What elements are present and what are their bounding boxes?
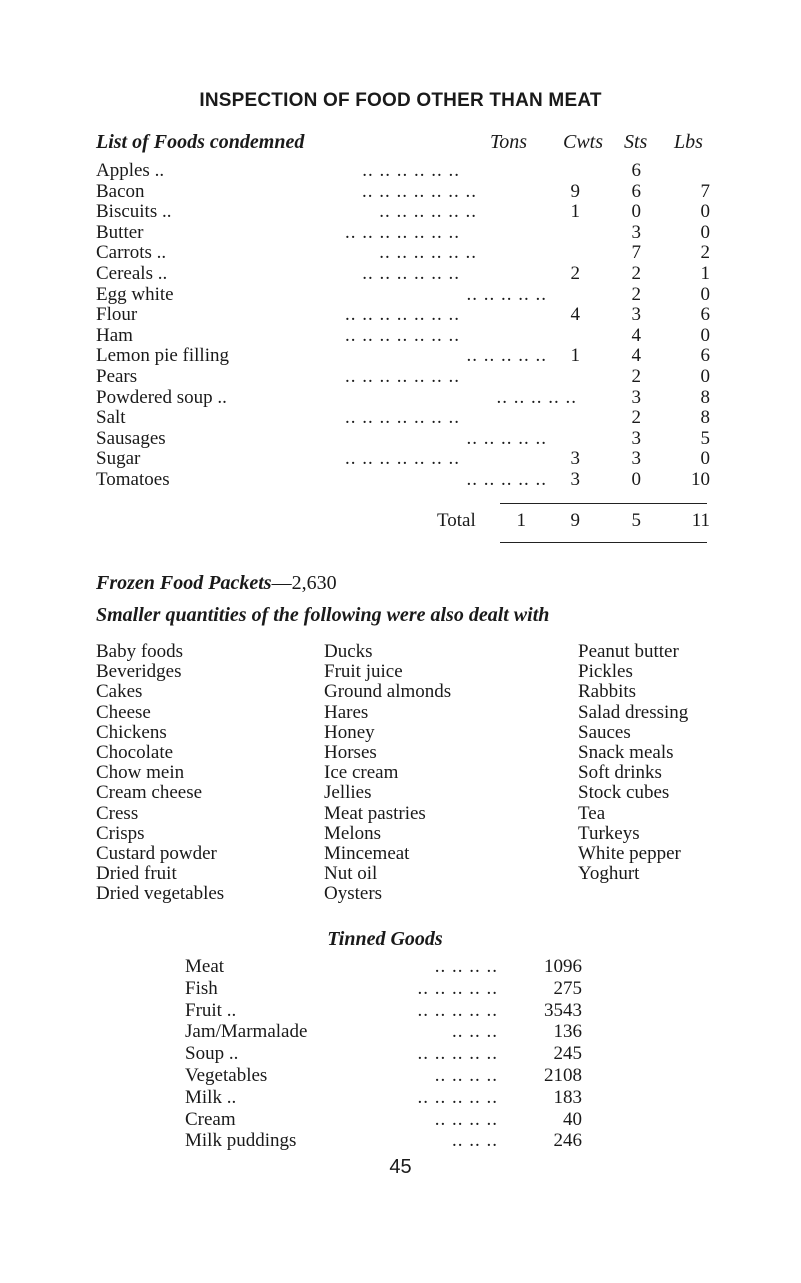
sts-value: 3 — [631, 448, 641, 470]
food-name: Sugar — [96, 448, 141, 470]
list-item: Peanut butter — [578, 641, 679, 662]
tinned-item-name: Jam/Marmalade — [185, 1021, 308, 1043]
cwts-value: 3 — [570, 448, 580, 470]
leader-dots: .. .. .. .. — [434, 1108, 498, 1130]
tinned-item-name: Fish — [185, 977, 218, 999]
list-item: Custard powder — [96, 843, 217, 864]
lbs-value: 6 — [700, 345, 710, 367]
leader-dots: .. .. .. .. .. .. — [362, 160, 460, 181]
page-number: 45 — [389, 1156, 412, 1178]
leader-dots: .. .. .. .. .. .. — [362, 263, 460, 284]
lbs-value: 0 — [700, 324, 710, 346]
cwts-value: 1 — [570, 201, 580, 223]
leader-dots: .. .. .. .. .. — [466, 345, 547, 367]
list-item: Oysters — [324, 883, 383, 905]
lbs-value: 7 — [700, 180, 710, 202]
lbs-value: 8 — [700, 407, 710, 429]
lbs-value: 0 — [700, 283, 710, 305]
sts-value: 3 — [631, 386, 641, 408]
list-item: Rabbits — [578, 681, 637, 703]
leader-dots: .. .. .. .. .. .. .. — [345, 304, 460, 326]
list-item: Fruit juice — [324, 661, 403, 683]
food-name: Biscuits .. — [96, 201, 172, 223]
column-header-tons: Tons — [490, 131, 528, 153]
list-item: Ducks — [324, 641, 373, 662]
food-name: Lemon pie filling — [96, 345, 229, 367]
smaller-heading: Smaller quantities of the following were also dealt with — [96, 604, 550, 626]
list-item: Sauces — [578, 721, 631, 743]
total-tons: 1 — [516, 510, 526, 531]
leader-dots: .. .. .. .. .. .. .. — [345, 324, 460, 346]
leader-dots: .. .. .. .. .. .. .. — [345, 407, 460, 429]
list-item: White pepper — [578, 843, 681, 864]
cwts-value: 2 — [570, 263, 580, 284]
lbs-value: 0 — [700, 366, 710, 387]
list-item: Soft drinks — [578, 762, 662, 784]
leader-dots: .. .. .. .. .. — [466, 427, 547, 449]
leader-dots: .. .. .. .. — [434, 956, 498, 977]
tinned-item-value: 40 — [563, 1108, 582, 1130]
cwts-value: 4 — [570, 304, 580, 326]
lbs-value: 6 — [700, 304, 710, 326]
food-name: Salt — [96, 407, 126, 429]
list-item: Mincemeat — [324, 843, 410, 864]
list-item: Chickens — [96, 721, 167, 743]
total-sts: 5 — [631, 510, 641, 531]
leader-dots: .. .. .. .. .. — [417, 1086, 498, 1108]
tinned-item-value: 183 — [553, 1086, 582, 1108]
food-name: Tomatoes — [96, 469, 170, 490]
cwts-value: 3 — [570, 469, 580, 490]
leader-dots: .. .. .. — [452, 1130, 498, 1152]
leader-dots: .. .. .. .. .. — [417, 1043, 498, 1065]
tinned-item-name: Cream — [185, 1108, 236, 1130]
column-header-cwts: Cwts — [563, 131, 604, 153]
leader-dots: .. .. .. .. .. .. .. — [345, 448, 460, 470]
lbs-value: 2 — [700, 242, 710, 264]
list-item: Chocolate — [96, 742, 174, 763]
tinned-item-value: 3543 — [544, 999, 582, 1021]
sts-value: 4 — [631, 345, 641, 367]
list-item: Dried vegetables — [96, 883, 225, 905]
food-name: Apples .. — [96, 160, 165, 181]
total-cwts: 9 — [570, 510, 580, 531]
lbs-value: 0 — [700, 448, 710, 470]
column-header-sts: Sts — [624, 131, 648, 153]
leader-dots: .. .. .. .. .. — [417, 999, 498, 1021]
sts-value: 2 — [631, 407, 641, 429]
list-item: Honey — [324, 721, 375, 743]
cwts-value: 1 — [570, 345, 580, 367]
list-item: Beveridges — [96, 661, 182, 683]
list-item: Horses — [324, 742, 377, 763]
food-name: Butter — [96, 221, 144, 243]
sts-value: 6 — [631, 180, 641, 202]
tinned-item-value: 1096 — [544, 956, 582, 977]
list-item: Cress — [96, 802, 139, 824]
leader-dots: .. .. .. — [452, 1021, 498, 1043]
sts-value: 2 — [631, 263, 641, 284]
leader-dots: .. .. .. .. .. — [417, 977, 498, 999]
list-item: Cream cheese — [96, 782, 203, 804]
leader-dots: .. .. .. .. — [434, 1065, 498, 1086]
sts-value: 7 — [631, 242, 641, 264]
list-item: Turkeys — [578, 822, 640, 844]
list-item: Ice cream — [324, 762, 399, 784]
sts-value: 3 — [631, 304, 641, 326]
sts-value: 0 — [631, 469, 641, 490]
food-name: Sausages — [96, 427, 166, 449]
list-item: Dried fruit — [96, 863, 177, 885]
list-item: Cakes — [96, 681, 143, 703]
total-top-rule — [500, 503, 707, 504]
leader-dots: .. .. .. .. .. — [466, 283, 547, 305]
tinned-item-value: 246 — [553, 1130, 582, 1152]
tinned-item-name: Meat — [185, 956, 225, 977]
sts-value: 3 — [631, 221, 641, 243]
sts-value: 2 — [631, 283, 641, 305]
list-item: Yoghurt — [578, 863, 640, 885]
page-title: INSPECTION OF FOOD OTHER THAN MEAT — [199, 90, 602, 111]
list-item: Snack meals — [578, 742, 674, 763]
frozen-line — [96, 572, 337, 595]
list-item: Melons — [324, 822, 381, 844]
tinned-item-value: 136 — [553, 1021, 582, 1043]
list-item: Crisps — [96, 822, 145, 844]
lbs-value: 0 — [700, 201, 710, 223]
list-item: Nut oil — [324, 863, 378, 885]
column-header-lbs: Lbs — [674, 131, 703, 153]
list-item: Chow mein — [96, 762, 185, 784]
food-name: Ham — [96, 324, 133, 346]
tinned-item-name: Soup .. — [185, 1043, 239, 1065]
list-item: Hares — [324, 701, 369, 723]
total-bottom-rule — [500, 542, 707, 543]
tinned-heading: Tinned Goods — [327, 928, 443, 950]
sts-value: 2 — [631, 366, 641, 387]
lbs-value: 0 — [700, 221, 710, 243]
sts-value: 0 — [631, 201, 641, 223]
list-item: Salad dressing — [578, 701, 689, 723]
lbs-value: 5 — [700, 427, 710, 449]
food-name: Pears — [96, 366, 138, 387]
food-name: Flour — [96, 304, 138, 326]
condemned-heading: List of Foods condemned — [96, 131, 305, 153]
leader-dots: .. .. .. .. .. — [466, 469, 547, 490]
lbs-value: 1 — [700, 263, 710, 284]
list-item: Meat pastries — [324, 802, 426, 824]
lbs-value: 10 — [691, 469, 710, 490]
sts-value: 4 — [631, 324, 641, 346]
food-name: Egg white — [96, 283, 174, 305]
food-name: Carrots .. — [96, 242, 167, 264]
tinned-item-name: Milk puddings — [185, 1130, 297, 1152]
tinned-item-name: Fruit .. — [185, 999, 237, 1021]
list-item: Pickles — [578, 661, 633, 683]
list-item: Jellies — [324, 782, 372, 804]
sts-value: 3 — [631, 427, 641, 449]
total-lbs: 11 — [691, 510, 710, 531]
list-item: Baby foods — [96, 641, 184, 662]
lbs-value: 8 — [700, 386, 710, 408]
tinned-item-value: 245 — [553, 1043, 582, 1065]
leader-dots: .. .. .. .. .. .. .. — [345, 221, 460, 243]
tinned-item-name: Milk .. — [185, 1086, 237, 1108]
leader-dots: .. .. .. .. .. .. — [379, 201, 477, 223]
total-label: Total — [437, 510, 476, 531]
frozen-value: —2,630 — [271, 572, 337, 594]
food-name: Cereals .. — [96, 263, 168, 284]
frozen-label: Frozen Food Packets — [96, 572, 272, 594]
leader-dots: .. .. .. .. .. .. — [379, 242, 477, 264]
list-item: Ground almonds — [324, 681, 452, 703]
tinned-item-name: Vegetables — [185, 1065, 268, 1086]
list-item: Tea — [578, 802, 606, 824]
sts-value: 6 — [631, 160, 641, 181]
list-item: Cheese — [96, 701, 151, 723]
cwts-value: 9 — [570, 180, 580, 202]
list-item: Stock cubes — [578, 782, 670, 804]
leader-dots: .. .. .. .. .. — [496, 386, 577, 408]
leader-dots: .. .. .. .. .. .. .. — [345, 366, 460, 387]
tinned-item-value: 275 — [553, 977, 582, 999]
food-name: Bacon — [96, 180, 145, 202]
food-name: Powdered soup .. — [96, 386, 227, 408]
tinned-item-value: 2108 — [544, 1065, 582, 1086]
leader-dots: .. .. .. .. .. .. .. — [362, 180, 477, 202]
